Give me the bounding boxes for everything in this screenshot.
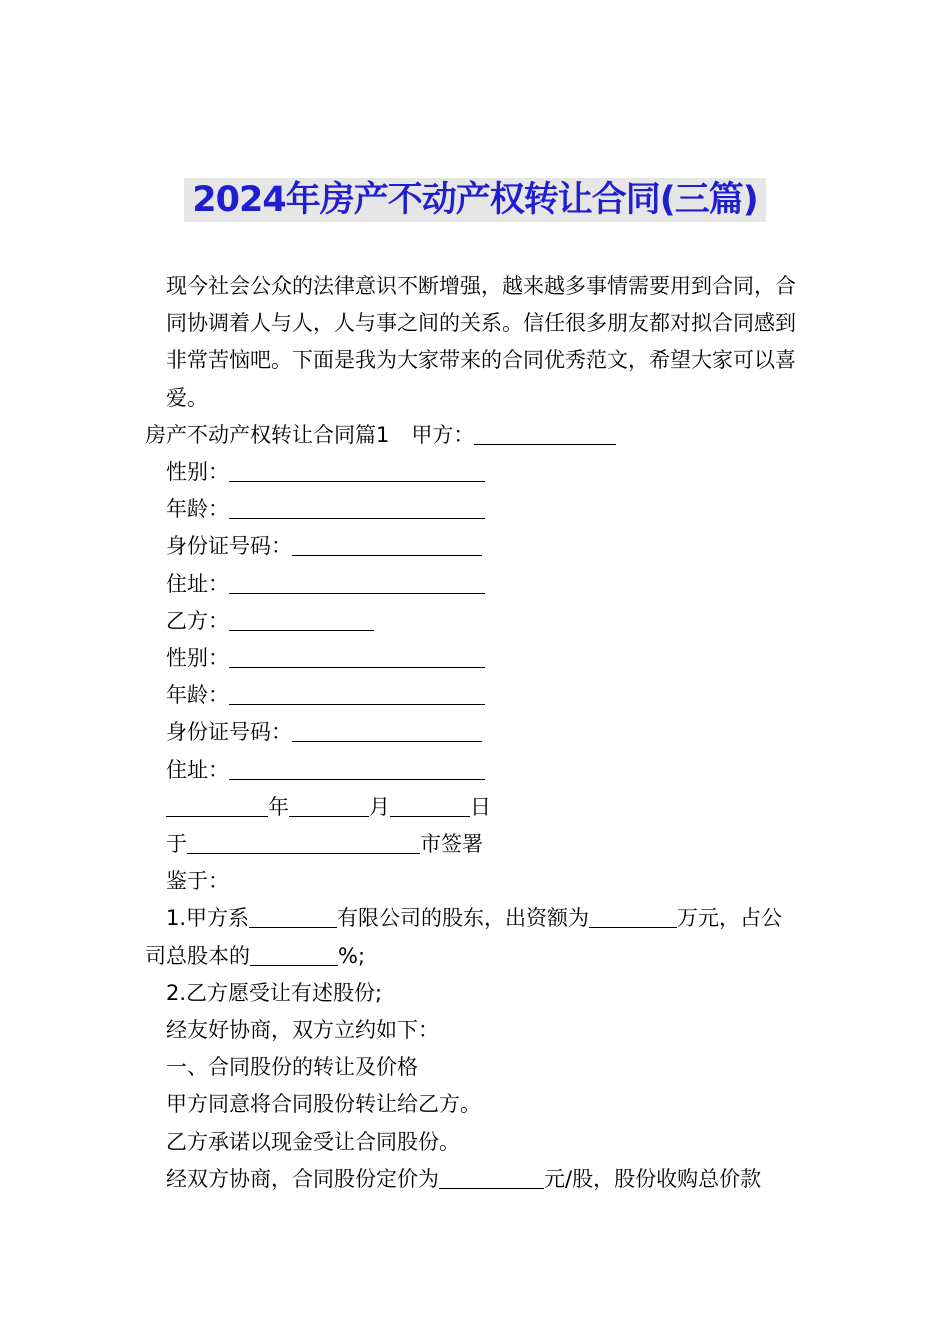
party-b-blank bbox=[229, 606, 374, 631]
clause1-text-a: 1.甲方系 bbox=[166, 906, 250, 931]
age-blank bbox=[229, 680, 485, 705]
clause1-text-c: 万元，占公 bbox=[677, 906, 783, 931]
clause2-line: 2.乙方愿受让有述股份; bbox=[166, 980, 383, 1005]
article1-line2: 乙方承诺以现金受让合同股份。 bbox=[166, 1129, 460, 1154]
company-blank bbox=[249, 903, 337, 928]
clause1-line2 bbox=[145, 938, 815, 975]
year-blank bbox=[166, 792, 268, 817]
capital-blank bbox=[589, 903, 677, 928]
age-label: 年龄： bbox=[166, 683, 229, 708]
id-blank bbox=[292, 531, 482, 556]
sign-city-label: 市签署 bbox=[420, 832, 483, 857]
price-blank bbox=[439, 1164, 544, 1189]
party-b-line bbox=[145, 603, 815, 640]
party-b-age-line bbox=[145, 677, 815, 714]
party-a-blank bbox=[474, 420, 616, 445]
gender-blank bbox=[229, 457, 485, 482]
price-line bbox=[145, 1161, 815, 1198]
age-label: 年龄： bbox=[166, 497, 229, 522]
document-title: 2024年房产不动产权转让合同(三篇) bbox=[184, 178, 765, 222]
city-blank bbox=[187, 829, 420, 854]
clause1-line1 bbox=[145, 900, 815, 937]
intro-paragraph: 现今社会公众的法律意识不断增强，越来越多事情需要用到合同，合同协调着人与人，人与事之间的关系。信任很多朋友都对拟合同感到非常苦恼吧。下面是我为大家带来的合同优秀范文，希望大家可以喜爱。 bbox=[166, 274, 796, 410]
whereas-line: 鉴于： bbox=[166, 869, 229, 894]
party-a-address-line bbox=[145, 566, 815, 603]
id-label: 身份证号码： bbox=[166, 534, 292, 559]
gender-blank bbox=[229, 643, 485, 668]
party-a-label: 甲方： bbox=[411, 422, 475, 447]
section1-heading: 房产不动产权转让合同篇1 bbox=[145, 422, 390, 447]
date-line bbox=[145, 789, 815, 826]
address-blank bbox=[229, 755, 485, 780]
address-label: 住址： bbox=[166, 571, 229, 596]
id-label: 身份证号码： bbox=[166, 720, 292, 745]
day-label: 日 bbox=[470, 794, 491, 819]
clause1-text-b: 有限公司的股东，出资额为 bbox=[337, 906, 590, 931]
price-text-b: 元/股，股份收购总价款 bbox=[544, 1166, 762, 1191]
year-label: 年 bbox=[268, 794, 289, 819]
party-b-id-line bbox=[145, 714, 815, 751]
section1-heading-line bbox=[145, 417, 815, 454]
document-body bbox=[145, 268, 815, 1198]
day-blank bbox=[390, 792, 470, 817]
party-a-gender-line bbox=[145, 454, 815, 491]
article1-title: 一、合同股份的转让及价格 bbox=[166, 1055, 418, 1080]
gender-label: 性别： bbox=[166, 460, 229, 485]
age-blank bbox=[229, 494, 485, 519]
month-blank bbox=[289, 792, 369, 817]
party-b-address-line bbox=[145, 752, 815, 789]
sign-line bbox=[145, 826, 815, 863]
clause1-text-d: 司总股本的 bbox=[145, 943, 250, 968]
sign-at-label: 于 bbox=[166, 832, 187, 857]
percent-blank bbox=[250, 941, 338, 966]
gender-label: 性别： bbox=[166, 646, 229, 671]
article1-line1: 甲方同意将合同股份转让给乙方。 bbox=[166, 1092, 481, 1117]
agreement-line: 经友好协商，双方立约如下： bbox=[166, 1018, 439, 1043]
party-a-age-line bbox=[145, 491, 815, 528]
address-blank bbox=[229, 569, 485, 594]
month-label: 月 bbox=[369, 794, 390, 819]
clause1-text-e: %; bbox=[338, 943, 366, 968]
party-b-label: 乙方： bbox=[166, 608, 229, 633]
title-wrap bbox=[0, 178, 950, 222]
party-a-id-line bbox=[145, 528, 815, 565]
id-blank bbox=[292, 717, 482, 742]
party-b-gender-line bbox=[145, 640, 815, 677]
price-text-a: 经双方协商，合同股份定价为 bbox=[166, 1166, 439, 1191]
address-label: 住址： bbox=[166, 757, 229, 782]
